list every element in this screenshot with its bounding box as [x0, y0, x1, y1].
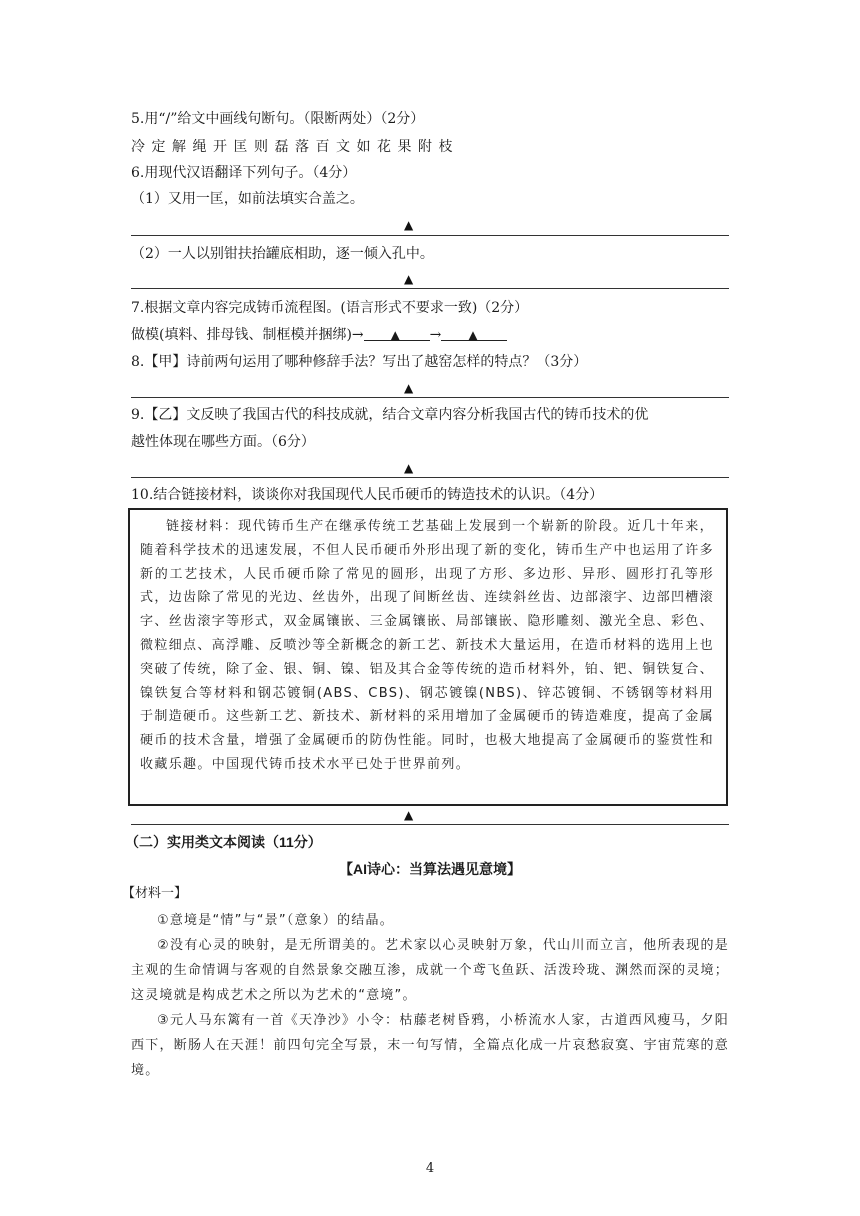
linked-material-box: [128, 508, 728, 806]
answer-line[interactable]: [131, 397, 729, 398]
q6-sentence-2: （2）一人以别钳扶抬罐底相助，逐一倾入孔中。: [131, 246, 434, 262]
linked-material-text: 链接材料：现代铸币生产在继承传统工艺基础上发展到一个崭新的阶段。近几十年来，随着科学技术的迅速发展，不但人民币硬币外形出现了新的变化，铸币生产中也运用了许多新的工艺技术，人民币硬币除了常见的圆形，出现了方形、多边形、异形、圆形打孔等形式，边齿除了常见的光边、丝齿外，出现了间断丝齿、连续斜丝齿、边部滚字、边部凹槽滚字、丝齿滚字等形式，双金属镶嵌、三金属镶嵌、局部镶嵌、隐形雕刻、激光全息、彩色、微粒细点、高浮雕、反喷沙等全新概念的新工艺、新技术大量运用，在造币材料的选用上也突破了传统，除了金、银、铜、镍、铝及其合金等传统的造币材料外，铂、钯、铜铁复合、镍铁复合等材料和钢芯镀铜(ABS、CBS)、钢芯镀镍(NBS)、锌芯镀铜、不锈钢等材料用于制造硬币。这些新工艺、新技术、新材料的采用增加了金属硬币的铸造难度，提高了金属硬币的技术含量，增强了金属硬币的防伪性能。同时，也极大地提高了金属硬币的鉴赏性和收藏乐趣。中国现代铸币技术水平已处于世界前列。: [140, 519, 715, 772]
q6-prompt: 6.用现代汉语翻译下列句子。（4分）: [131, 165, 357, 181]
material-label: 【材料一】: [122, 886, 188, 901]
answer-line[interactable]: [131, 288, 729, 289]
answer-line[interactable]: [131, 235, 729, 236]
answer-mark-triangle: ▲: [404, 808, 414, 822]
answer-mark-triangle: ▲: [404, 381, 414, 395]
q5-sentence: 冷定解绳开匡则磊落百文如花果附枝: [131, 139, 459, 155]
flow-blank-1[interactable]: [364, 326, 430, 341]
q8-prompt: 8.【甲】诗前两句运用了哪种修辞手法？写出了越窑怎样的特点？（3分）: [131, 354, 588, 370]
answer-mark-triangle: ▲: [468, 328, 478, 342]
answer-line[interactable]: [131, 824, 729, 825]
paragraph-2: ②没有心灵的映射，是无所谓美的。艺术家以心灵映射万象，代山川而立言，他所表现的是主观的生命情调与客观的自然景象交融互渗，成就一个鸢飞鱼跃、活泼玲珑、渊然而深的灵境；这灵境就是构成艺术之所以为艺术的“意境”。: [131, 938, 729, 1003]
paragraph-3: ③元人马东篱有一首《天净沙》小令：枯藤老树昏鸦，小桥流水人家，古道西风瘦马，夕阳西下，断肠人在天涯！前四句完全写景，末一句写情，全篇点化成一片哀愁寂寞、宇宙荒寒的意境。: [131, 1013, 729, 1078]
q10-prompt: 10.结合链接材料，谈谈你对我国现代人民币硬币的铸造技术的认识。（4分）: [131, 487, 604, 503]
paragraph-1: ①意境是“情”与“景”（意象）的结晶。: [157, 913, 394, 928]
q7-flowchart: [131, 325, 507, 345]
flow-blank-2[interactable]: [441, 326, 507, 341]
answer-line[interactable]: [131, 477, 729, 478]
q9-line-2: 越性体现在哪些方面。（6分）: [131, 434, 315, 450]
flow-arrow: →: [429, 327, 442, 343]
section-heading: （二）实用类文本阅读（11分）: [125, 834, 322, 850]
q9-line-1: 9.【乙】文反映了我国古代的科技成就，结合文章内容分析我国古代的铸币技术的优: [131, 407, 649, 423]
q7-prompt: 7.根据文章内容完成铸币流程图。(语言形式不要求一致)（2分）: [131, 300, 529, 316]
q6-sentence-1: （1）又用一匡，如前法填实合盖之。: [131, 191, 364, 207]
article-title: 【AI诗心：当算法遇见意境】: [339, 861, 521, 877]
answer-mark-triangle: ▲: [404, 218, 414, 232]
answer-mark-triangle: ▲: [404, 461, 414, 475]
answer-mark-triangle: ▲: [390, 328, 400, 342]
q5-prompt: 5.用“/”给文中画线句断句。（限断两处）（2分）: [131, 111, 425, 127]
answer-mark-triangle: ▲: [404, 272, 414, 286]
flow-step-start: 做模(填料、排母钱、制框模并捆绑)→: [131, 327, 364, 343]
page-number: 4: [425, 1161, 435, 1176]
